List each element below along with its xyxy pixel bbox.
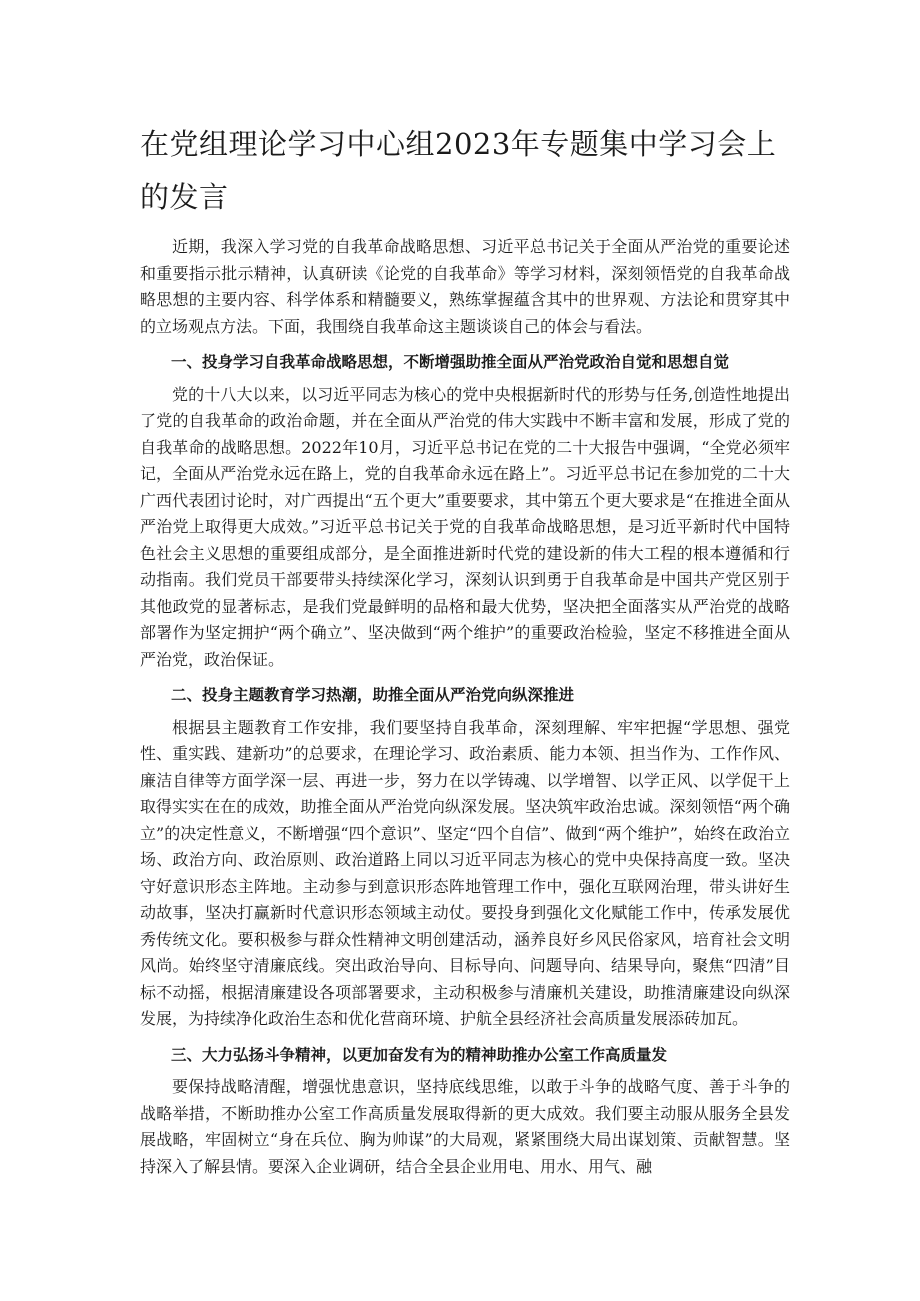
section-3-paragraph: 要保持战略清醒，增强忧患意识，坚持底线思维，以敢于斗争的战略气度、善于斗争的战略举措，不断助推办公室工作高质量发展取得新的更大成效。我们要主动服从服务全县发展战略，牢固树立“身在兵位、胸为帅谋”的大局观，紧紧围绕大局出谋划策、贡献智慧。坚持深入了解县情。要深入企业调研，结合全县企业用电、用水、用气、融	[140, 1077, 790, 1176]
intro-paragraph: 近期，我深入学习党的自我革命战略思想、习近平总书记关于全面从严治党的重要论述和重要指示批示精神，认真研读《论党的自我革命》等学习材料，深刻领悟党的自我革命战略思想的主要内容、科学体系和精髓要义，熟练掌握蕴含其中的世界观、方法论和贯穿其中的立场观点方法。下面，我围绕自我革命这主题谈谈自己的体会与看法。	[140, 237, 790, 336]
document-title: 在党组理论学习中心组2023年专题集中学习会上的发言	[140, 127, 777, 214]
section-2-paragraph: 根据县主题教育工作安排，我们要坚持自我革命，深刻理解、牢牢把握“学思想、强党性、重实践、建新功”的总要求，在理论学习、政治素质、能力本领、担当作为、工作作风、廉洁自律等方面学深一层、再进一步，努力在以学铸魂、以学增智、以学正风、以学促干上取得实实在在的成效，助推全面从严治党向纵深发展。坚决筑牢政治忠诚。深刻领悟“两个确立”的决定性意义，不断增强“四个意识”、坚定“四个自信”、做到“两个维护”，始终在政治立场、政治方向、政治原则、政治道路上同以习近平同志为核心的党中央保持高度一致。坚决守好意识形态主阵地。主动参与到意识形态阵地管理工作中，强化互联网治理，带头讲好生动故事，坚决打赢新时代意识形态领域主动仗。要投身到强化文化赋能工作中，传承发展优秀传统文化。要积极参与群众性精神文明创建活动，涵养良好乡风民俗家风，培育社会文明风尚。始终坚守清廉底线。突出政治导向、目标导向、问题导向、结果导向，聚焦“四清”目标不动摇，根据清廉建设各项部署要求，主动积极参与清廉机关建设，助推清廉建设向纵深发展，为持续净化政治生态和优化营商环境、护航全县经济社会高质量发展添砖加瓦。	[140, 717, 790, 1028]
document-body	[140, 234, 790, 1180]
section-3-heading: 三、大力弘扬斗争精神，以更加奋发有为的精神助推办公室工作高质量发	[171, 1045, 668, 1064]
section-1-heading: 一、投身学习自我革命战略思想，不断增强助推全面从严治党政治自觉和思想自觉	[171, 353, 730, 371]
section-1-paragraph: 党的十八大以来，以习近平同志为核心的党中央根据新时代的形势与任务,创造性地提出了党的自我革命的政治命题，并在全面从严治党的伟大实践中不断丰富和发展，形成了党的自我革命的战略思想。2022年10月，习近平总书记在党的二十大报告中强调，“全党必须牢记，全面从严治党永远在路上，党的自我革命永远在路上”。习近平总书记在参加党的二十大广西代表团讨论时，对广西提出“五个更大”重要要求，其中第五个更大要求是“在推进全面从严治党上取得更大成效。”习近平总书记关于党的自我革命战略思想，是习近平新时代中国特色社会主义思想的重要组成部分，是全面推进新时代党的建设新的伟大工程的根本遵循和行动指南。我们党员干部要带头持续深化学习，深刻认识到勇于自我革命是中国共产党区别于其他政党的显著标志，是我们党最鲜明的品格和最大优势，坚决把全面落实从严治党的战略部署作为坚定拥护“两个确立”、坚决做到“两个维护”的重要政治检验，坚定不移推进全面从严治党，政治保证。	[140, 384, 790, 669]
section-2-heading: 二、投身主题教育学习热潮，助推全面从严治党向纵深推进	[171, 686, 575, 704]
